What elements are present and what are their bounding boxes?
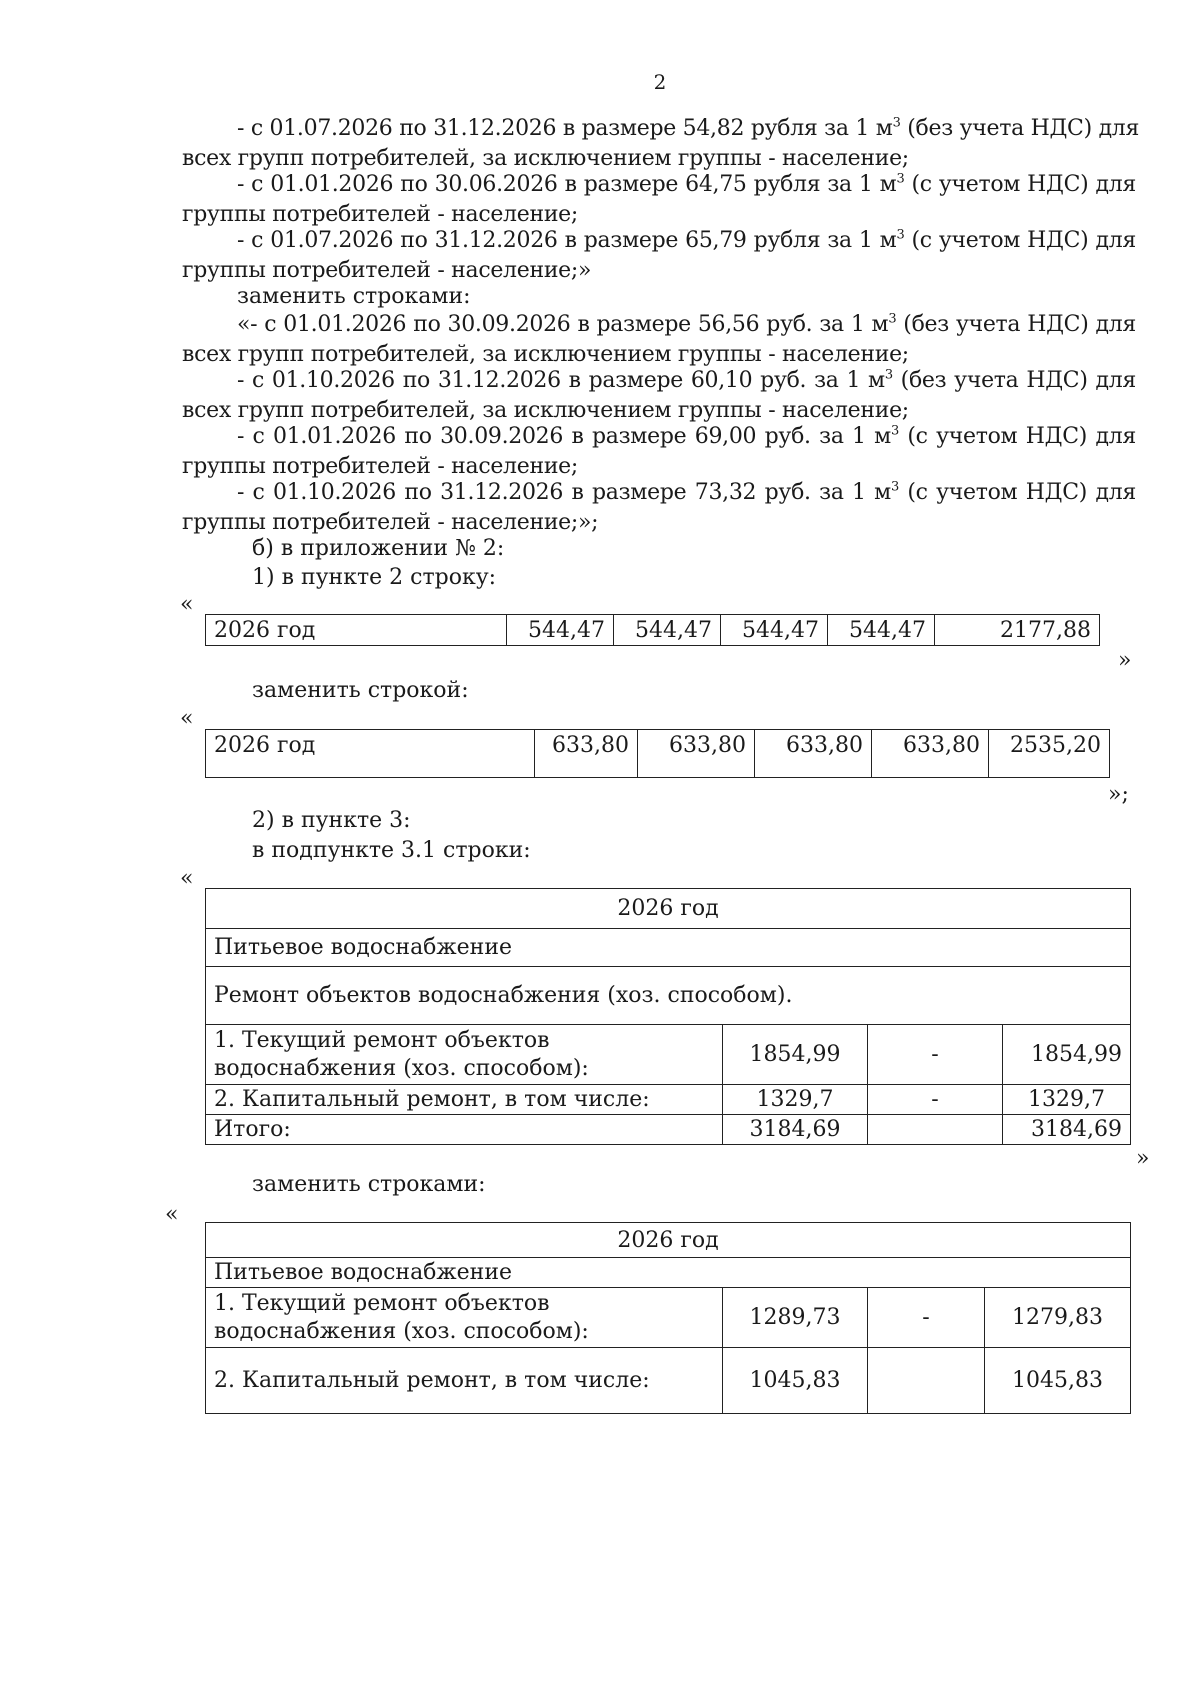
row-value: 3184,69: [723, 1115, 868, 1145]
table-year: 2026 год: [206, 1223, 1131, 1258]
row-value: 1329,7: [1003, 1085, 1131, 1115]
replace-row-text: заменить строкой:: [252, 678, 469, 703]
tariff-line: - с 01.07.2026 по 31.12.2026 в размере 65,79 рубля за 1 $м^3$ (с учетом НДС) для группы потребителей - население;»: [182, 227, 1136, 283]
replace-rows-text: заменить строками:: [252, 1172, 486, 1197]
quote-close: »: [1118, 648, 1132, 673]
row-name: 1. Текущий ремонт объектов водоснабжения (хоз. способом):: [206, 1025, 723, 1085]
table-row: [206, 1348, 1131, 1414]
row-total: 2177,88: [935, 615, 1100, 646]
row-table-old: [205, 614, 1100, 646]
table-subsection: Ремонт объектов водоснабжения (хоз. способом).: [206, 967, 1131, 1025]
table-section: Питьевое водоснабжение: [206, 929, 1131, 967]
row-value: -: [868, 1085, 1003, 1115]
replace-lines-text: заменить строками:: [237, 284, 471, 309]
table-year: 2026 год: [206, 889, 1131, 929]
page-number: 2: [653, 70, 667, 94]
quote-open: «: [180, 592, 194, 617]
quote-open: «: [180, 706, 194, 731]
row-value: 633,80: [535, 730, 638, 778]
quote-close: »: [1136, 1146, 1150, 1171]
costs-table-old: [205, 888, 1131, 1145]
row-value: 3184,69: [1003, 1115, 1131, 1145]
row-value: 544,47: [507, 615, 614, 646]
row-value: [868, 1348, 985, 1414]
appendix-heading: б) в приложении № 2:: [252, 536, 505, 561]
row-value: 633,80: [638, 730, 755, 778]
row-value: -: [868, 1288, 985, 1348]
row-value: 633,80: [872, 730, 989, 778]
row-total: 2535,20: [989, 730, 1110, 778]
row-value: -: [868, 1025, 1003, 1085]
row-name: Итого:: [206, 1115, 723, 1145]
table-row: [206, 1085, 1131, 1115]
row-value: 1289,73: [723, 1288, 868, 1348]
row-value: 544,47: [721, 615, 828, 646]
row-value: 1279,83: [985, 1288, 1131, 1348]
row-value: 1329,7: [723, 1085, 868, 1115]
subitem-heading: в подпункте 3.1 строки:: [252, 838, 531, 863]
row-value: 1045,83: [723, 1348, 868, 1414]
row-value: 1854,99: [723, 1025, 868, 1085]
row-value: 544,47: [614, 615, 721, 646]
tariff-line: - с 01.01.2026 по 30.09.2026 в размере 69,00 руб. за 1 $м^3$ (с учетом НДС) для группы потребителей - население;: [182, 423, 1136, 479]
row-name: 1. Текущий ремонт объектов водоснабжения (хоз. способом):: [206, 1288, 723, 1348]
table-row: [206, 1288, 1131, 1348]
row-name: 2. Капитальный ремонт, в том числе:: [206, 1085, 723, 1115]
row-value: [868, 1115, 1003, 1145]
tariff-line: - с 01.07.2026 по 31.12.2026 в размере 54,82 рубля за 1 $м^3$ (без учета НДС) для всех групп потребителей, за исключением группы - население;: [182, 115, 1140, 171]
row-value: 544,47: [828, 615, 935, 646]
row-value: 633,80: [755, 730, 872, 778]
costs-table-new: [205, 1222, 1131, 1414]
quote-open: «: [180, 866, 194, 891]
tariff-line: - с 01.10.2026 по 31.12.2026 в размере 60,10 руб. за 1 $м^3$ (без учета НДС) для всех групп потребителей, за исключением группы - население;: [182, 367, 1136, 423]
row-table-new: [205, 729, 1110, 778]
row-year: 2026 год: [206, 615, 507, 646]
tariff-line: - с 01.10.2026 по 31.12.2026 в размере 73,32 руб. за 1 $м^3$ (с учетом НДС) для группы потребителей - население;»;: [182, 479, 1136, 535]
row-year: 2026 год: [206, 730, 535, 778]
quote-close: »;: [1108, 782, 1129, 807]
tariff-line: - с 01.01.2026 по 30.06.2026 в размере 64,75 рубля за 1 $м^3$ (с учетом НДС) для группы потребителей - население;: [182, 171, 1136, 227]
table-row: [206, 1115, 1131, 1145]
item-1-heading: 1) в пункте 2 строку:: [252, 565, 497, 590]
row-value: 1854,99: [1003, 1025, 1131, 1085]
table-section: Питьевое водоснабжение: [206, 1258, 1131, 1288]
item-2-heading: 2) в пункте 3:: [252, 808, 411, 833]
row-name: 2. Капитальный ремонт, в том числе:: [206, 1348, 723, 1414]
tariff-line: «- с 01.01.2026 по 30.09.2026 в размере 56,56 руб. за 1 $м^3$ (без учета НДС) для всех групп потребителей, за исключением группы - население;: [182, 311, 1136, 367]
table-row: [206, 1025, 1131, 1085]
quote-open: «: [165, 1202, 179, 1227]
row-value: 1045,83: [985, 1348, 1131, 1414]
